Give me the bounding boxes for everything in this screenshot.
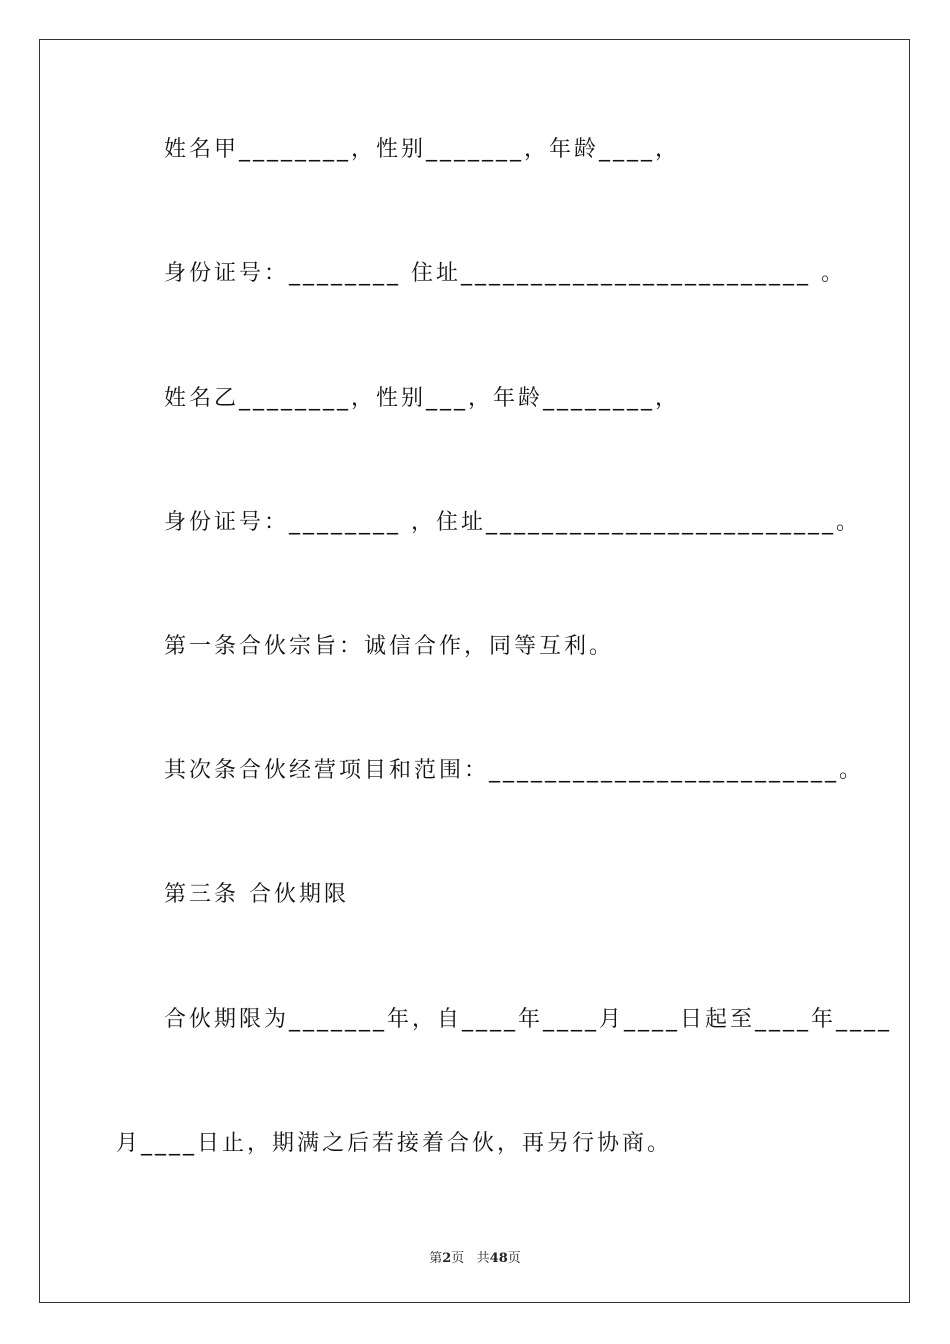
page-prefix: 第 [429, 1251, 443, 1266]
party-b-id-line: 身份证号：________ ，住址_________________________。 [164, 510, 861, 535]
total-suffix: 页 [507, 1251, 521, 1266]
party-a-name-line: 姓名甲________，性别_______，年龄____， [164, 137, 681, 162]
article-3-heading: 第三条 合伙期限 [164, 882, 349, 907]
page-suffix: 页 [451, 1251, 465, 1266]
page-border [39, 39, 910, 1303]
page-footer [0, 1247, 950, 1266]
term-line-2: 月____日止，期满之后若接着合伙，再另行协商。 [116, 1131, 673, 1156]
party-b-name-line: 姓名乙________，性别___，年龄________， [164, 386, 681, 411]
total-pages: 48 [489, 1251, 508, 1266]
term-line-1: 合伙期限为_______年，自____年____月____日起至____年____ [164, 1007, 893, 1032]
article-1-line: 第一条合伙宗旨：诚信合作，同等互利。 [164, 634, 615, 659]
page-number: 2 [442, 1251, 452, 1266]
total-prefix: 共 [476, 1251, 490, 1266]
article-2-line: 其次条合伙经营项目和范围：_________________________。 [164, 758, 865, 783]
party-a-id-line: 身份证号：________ 住址_________________________ 。 [164, 261, 846, 286]
